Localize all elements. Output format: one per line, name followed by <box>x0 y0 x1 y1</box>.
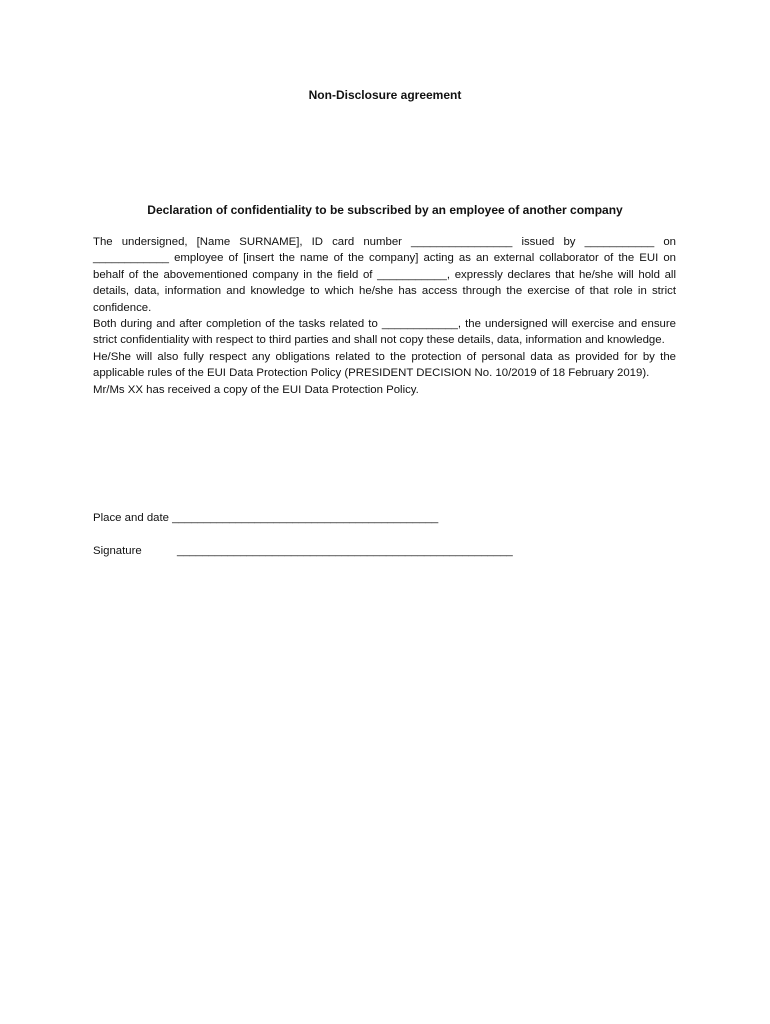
declaration-body <box>93 234 676 398</box>
paragraph-confidentiality: Both during and after completion of the tasks related to ____________, the undersigned will exercise and ensure strict confidentiality with respect to third parties and shall not copy these details, data, information and knowledge. <box>93 318 676 347</box>
signature-blank: _____________________________________________________ <box>177 545 513 557</box>
document-subtitle: Declaration of confidentiality to be subscribed by an employee of another company <box>147 203 623 217</box>
place-and-date-blank: __________________________________________ <box>172 512 439 524</box>
paragraph-data-protection: He/She will also fully respect any obligations related to the protection of personal data as provided for by the applicable rules of the EUI Data Protection Policy (PRESIDENT DECISION No. 10/2019 of 18 February 2019). <box>93 350 676 380</box>
document-title: Non-Disclosure agreement <box>308 88 462 102</box>
paragraph-policy-copy: Mr/Ms XX has received a copy of the EUI Data Protection Policy. <box>93 383 419 396</box>
signature-label: Signature <box>93 545 142 557</box>
place-and-date-label: Place and date <box>93 512 169 524</box>
signature-row <box>93 545 513 557</box>
paragraph-undersigned: The undersigned, [Name SURNAME], ID card number ________________ issued by ___________ on ____________ employee of [insert the name of the company] acting as an external collaborator of the EUI on behalf of the abovementioned company in the field of ___________, expressly declares that he/she will hold all details, data, information and knowledge to which he/she has access through the exercise of that role in strict confidence. <box>93 236 676 314</box>
place-and-date-row <box>93 512 438 524</box>
